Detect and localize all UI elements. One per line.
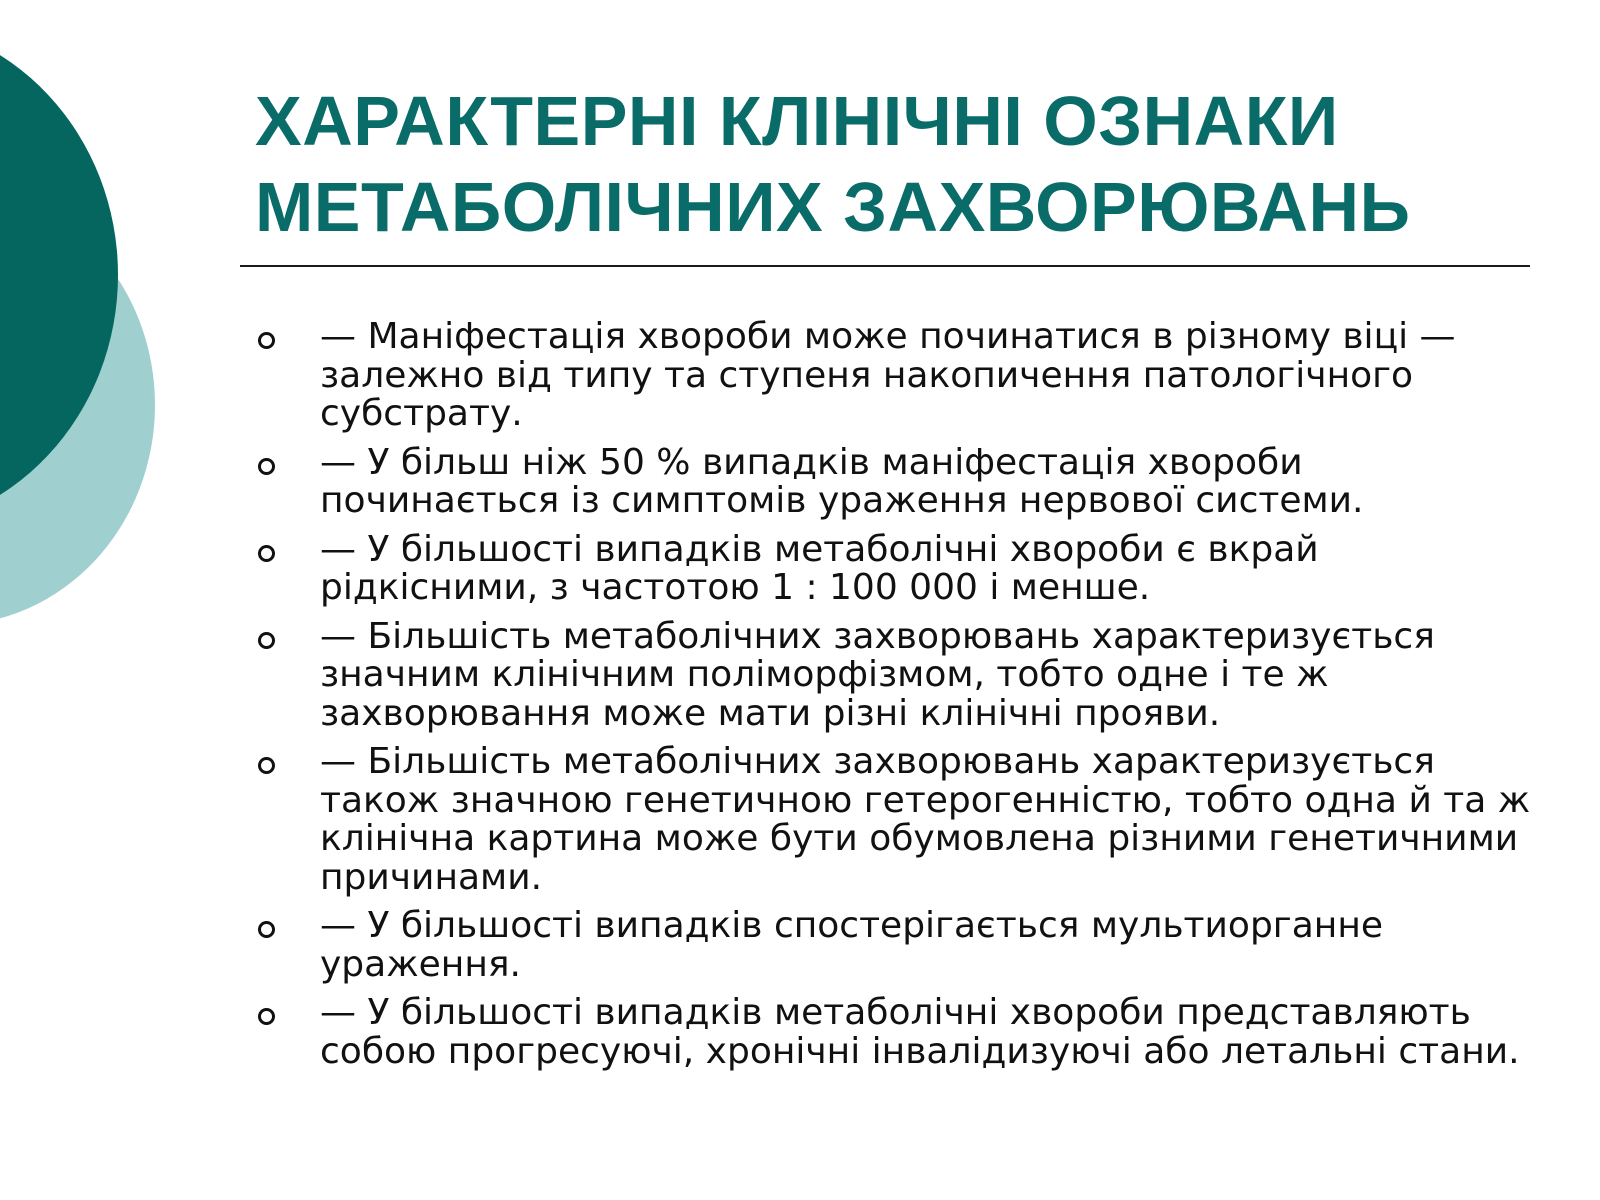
bullet-item-6 (258, 907, 1548, 984)
hollow-circle-bullet-icon (258, 1008, 275, 1025)
hollow-circle-bullet-icon (258, 757, 275, 774)
title-divider (240, 265, 1530, 267)
hollow-circle-bullet-icon (258, 921, 275, 938)
bullet-item-3 (258, 528, 1548, 608)
bullet-item-1 (258, 318, 1548, 434)
bullet-text-6: — У більшості випадків спостерігається мультиорганне ураження. (320, 905, 1384, 985)
bullet-item-5 (258, 743, 1548, 897)
bullet-list (258, 318, 1548, 1081)
hollow-circle-bullet-icon (258, 545, 275, 562)
hollow-circle-bullet-icon (258, 332, 275, 349)
bullet-item-4 (258, 615, 1548, 734)
title-line-2: МЕТАБОЛІЧНИХ ЗАХВОРЮВАНЬ (255, 168, 1411, 246)
bullet-text-2: — У більш ніж 50 % випадків маніфестація хвороби починається із симптомів ураження нервової системи. (320, 441, 1364, 521)
title-line-1: ХАРАКТЕРНІ КЛІНІЧНІ ОЗНАКИ (255, 82, 1339, 160)
hollow-circle-bullet-icon (258, 458, 275, 475)
bullet-text-5: — Більшість метаболічних захворювань характеризується також значною генетичною гетерогенністю, тобто одна й та ж клінічна картина може бути обумовлена різними генетичними причинами. (320, 741, 1531, 898)
bullet-text-3: — У більшості випадків метаболічні хвороби є вкрай рідкісними, з частотою 1 : 100 000 і менше. (320, 528, 1319, 608)
bullet-item-7 (258, 994, 1548, 1071)
bullet-text-1: — Маніфестація хвороби може починатися в різному віці —залежно від типу та ступеня накопичення патологічного субстрату. (320, 316, 1456, 434)
bullet-text-4: — Більшість метаболічних захворювань характеризується значним клінічним поліморфізмом, тобто одне і те ж захворювання може мати різні клінічні прояви. (320, 615, 1435, 734)
hollow-circle-bullet-icon (258, 632, 275, 649)
bullet-text-7: — У більшості випадків метаболічні хвороби представляють собою прогресуючі, хронічні інвалідизуючі або летальні стани. (320, 992, 1520, 1072)
slide-title (255, 78, 1555, 250)
bullet-item-2 (258, 441, 1548, 521)
